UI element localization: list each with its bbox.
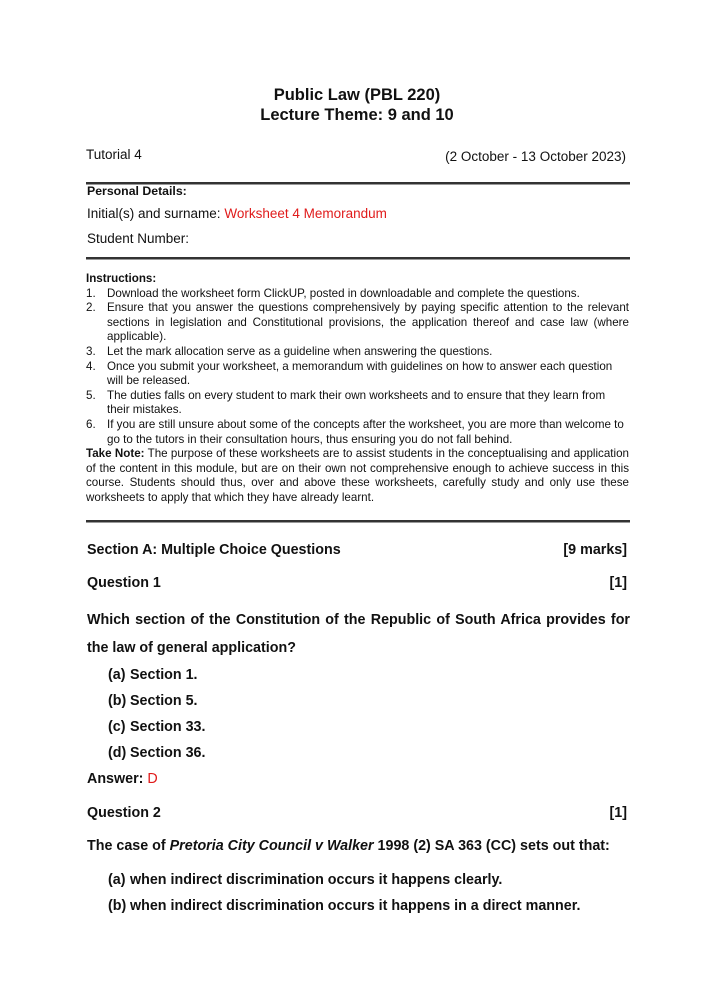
take-note	[86, 447, 629, 505]
option-b: (b) Section 5.	[108, 693, 198, 709]
option-b: (b) when indirect discrimination occurs it happens in a direct manner.	[108, 898, 581, 914]
date-range: (2 October - 13 October 2023)	[445, 149, 626, 164]
instruction-item: 2. Ensure that you answer the questions comprehensively by paying specific attention to the relevant sections in legislation and Constitutional provisions, the application thereof and case law (where applicable).	[86, 301, 629, 344]
take-note-text: The purpose of these worksheets are to assist students in the conceptualising and application of the content in this module, but are on their own not comprehensive enough to achieve success in this course. Students should thus, over and above these worksheets, carefully study and only use these worksheets to apply that which they have already learnt.	[86, 447, 629, 504]
name-value: Worksheet 4 Memorandum	[224, 206, 387, 221]
take-note-label: Take Note:	[86, 447, 145, 461]
question-2-label: Question 2	[87, 805, 161, 821]
answer-label: Answer:	[87, 771, 144, 787]
instructions-heading: Instructions:	[86, 272, 157, 285]
question-1-text: Which section of the Constitution of the Republic of South Africa provides for the law of general application?	[87, 612, 630, 656]
question-2-marks: [1]	[609, 805, 627, 821]
instruction-item: 3. Let the mark allocation serve as a guideline when answering the questions.	[86, 344, 493, 358]
option-c: (c) Section 33.	[108, 719, 206, 735]
option-a: (a) Section 1.	[108, 667, 198, 683]
question-1-marks: [1]	[609, 575, 627, 591]
document-subtitle: Lecture Theme: 9 and 10	[260, 106, 454, 124]
instructions-block	[86, 272, 629, 506]
name-row	[87, 206, 387, 221]
instruction-item: 6. If you are still unsure about some of the concepts after the worksheet, you are more than welcome to go to the tutors in their consultation hours, thus ensuring you do not fall behind.	[86, 417, 624, 446]
question-1-label: Question 1	[87, 575, 161, 591]
section-a-title: Section A: Multiple Choice Questions	[87, 542, 341, 558]
instruction-item: 1. Download the worksheet form ClickUP, posted in downloadable and complete the questions.	[86, 286, 580, 300]
case-name: Pretoria City Council v Walker	[169, 838, 374, 854]
divider	[86, 257, 630, 259]
instruction-item: 5. The duties falls on every student to mark their own worksheets and to ensure that they learn from their mistakes.	[86, 388, 606, 417]
personal-details-heading: Personal Details:	[87, 184, 187, 198]
section-a-marks: [9 marks]	[563, 542, 627, 558]
student-number-label: Student Number:	[87, 231, 190, 246]
document-title: Public Law (PBL 220)	[273, 86, 441, 104]
divider	[86, 520, 630, 522]
answer-value: D	[147, 771, 158, 787]
question-2-text: The case of Pretoria City Council v Walker 1998 (2) SA 363 (CC) sets out that:	[87, 838, 610, 854]
tutorial-label: Tutorial 4	[86, 147, 142, 162]
option-d: (d) Section 36.	[108, 745, 206, 761]
name-label: Initial(s) and surname:	[87, 206, 221, 221]
option-a: (a) when indirect discrimination occurs it happens clearly.	[108, 872, 503, 888]
instruction-item: 4. Once you submit your worksheet, a memorandum with guidelines on how to answer each question will be released.	[86, 359, 613, 388]
answer-row	[87, 771, 158, 787]
